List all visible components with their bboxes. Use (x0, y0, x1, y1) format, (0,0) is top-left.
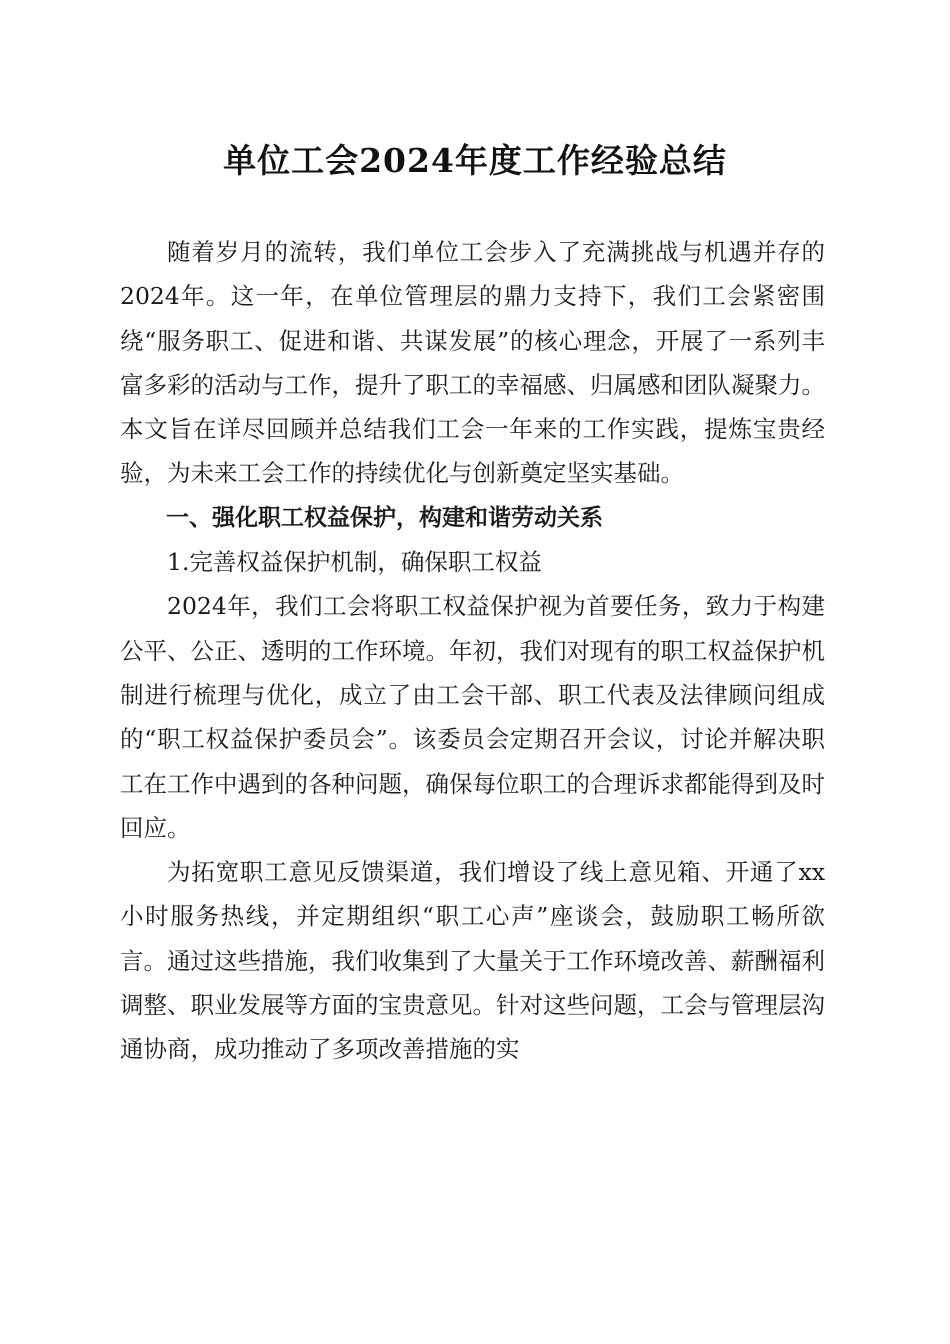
body-paragraph: 2024年，我们工会将职工权益保护视为首要任务，致力于构建公平、公正、透明的工作环境。年初，我们对现有的职工权益保护机制进行梳理与优化，成立了由工会干部、职工代表及法律顾问组成的“职工权益保护委员会”。该委员会定期召开会议，讨论并解决职工在工作中遇到的各种问题，确保每位职工的合理诉求都能得到及时回应。 (120, 592, 825, 842)
subsection-heading: 1.完善权益保护机制，确保职工权益 (167, 548, 542, 577)
document-title: 单位工会2024年度工作经验总结 (223, 141, 727, 180)
intro-paragraph: 随着岁月的流转，我们单位工会步入了充满挑战与机遇并存的2024年。这一年，在单位管理层的鼎力支持下，我们工会紧密围绕“服务职工、促进和谐、共谋发展”的核心理念，开展了一系列丰富多彩的活动与工作，提升了职工的幸福感、归属感和团队凝聚力。本文旨在详尽回顾并总结我们工会一年来的工作实践，提炼宝贵经验，为未来工会工作的持续优化与创新奠定坚实基础。 (120, 238, 825, 488)
section-heading: 一、强化职工权益保护，构建和谐劳动关系 (166, 504, 603, 531)
body-paragraph: 为拓宽职工意见反馈渠道，我们增设了线上意见箱、开通了xx小时服务热线，并定期组织“职工心声”座谈会，鼓励职工畅所欲言。通过这些措施，我们收集到了大量关于工作环境改善、薪酬福利调整、职业发展等方面的宝贵意见。针对这些问题，工会与管理层沟通协商，成功推动了多项改善措施的实 (120, 858, 825, 1064)
document-body (120, 230, 825, 1072)
